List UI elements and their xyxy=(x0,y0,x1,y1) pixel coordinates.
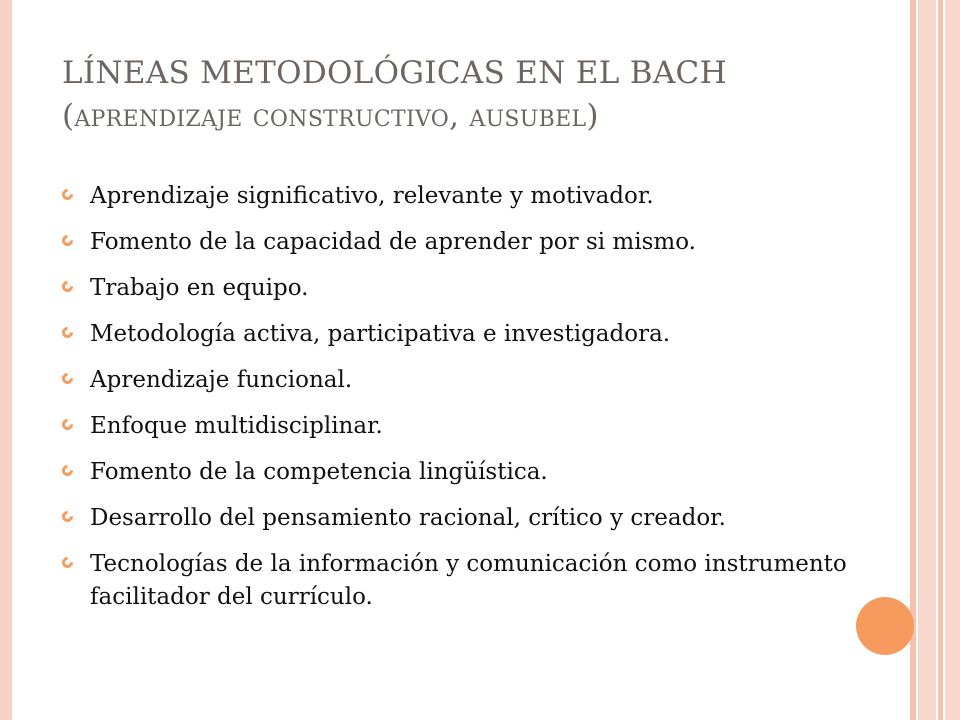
bullet-text: Trabajo en equipo. xyxy=(90,275,309,301)
decorative-orange-circle xyxy=(856,597,914,655)
bullet-text: Fomento de la competencia lingüística. xyxy=(90,459,548,485)
left-border-decoration xyxy=(0,0,12,720)
bullet-item xyxy=(62,456,852,489)
bullet-text: Tecnologías de la información y comunicación como instrumento facilitador del currículo. xyxy=(90,551,847,610)
bullet-item xyxy=(62,548,852,614)
bullet-item xyxy=(62,272,852,305)
bullet-item xyxy=(62,180,852,213)
slide-title xyxy=(62,52,852,138)
bullet-circle-icon xyxy=(60,371,76,387)
right-stripes-decoration xyxy=(910,0,960,720)
bullet-item xyxy=(62,318,852,351)
bullet-item xyxy=(62,364,852,397)
bullet-circle-icon xyxy=(60,463,76,479)
bullet-text: Desarrollo del pensamiento racional, crítico y creador. xyxy=(90,505,726,531)
bullet-list xyxy=(62,180,852,627)
bullet-circle-icon xyxy=(60,187,76,203)
bullet-text: Aprendizaje significativo, relevante y motivador. xyxy=(90,183,654,209)
bullet-text: Enfoque multidisciplinar. xyxy=(90,413,383,439)
title-line-2: (aprendizaje constructivo, ausubel) xyxy=(62,98,599,134)
bullet-circle-icon xyxy=(60,555,76,571)
bullet-text: Fomento de la capacidad de aprender por si mismo. xyxy=(90,229,696,255)
bullet-circle-icon xyxy=(60,279,76,295)
title-line-1: LÍNEAS METODOLÓGICAS EN EL BACH xyxy=(62,55,727,91)
bullet-text: Aprendizaje funcional. xyxy=(90,367,353,393)
bullet-item xyxy=(62,502,852,535)
bullet-text: Metodología activa, participativa e investigadora. xyxy=(90,321,671,347)
bullet-circle-icon xyxy=(60,509,76,525)
bullet-circle-icon xyxy=(60,233,76,249)
bullet-item xyxy=(62,410,852,443)
bullet-item xyxy=(62,226,852,259)
bullet-circle-icon xyxy=(60,417,76,433)
bullet-circle-icon xyxy=(60,325,76,341)
